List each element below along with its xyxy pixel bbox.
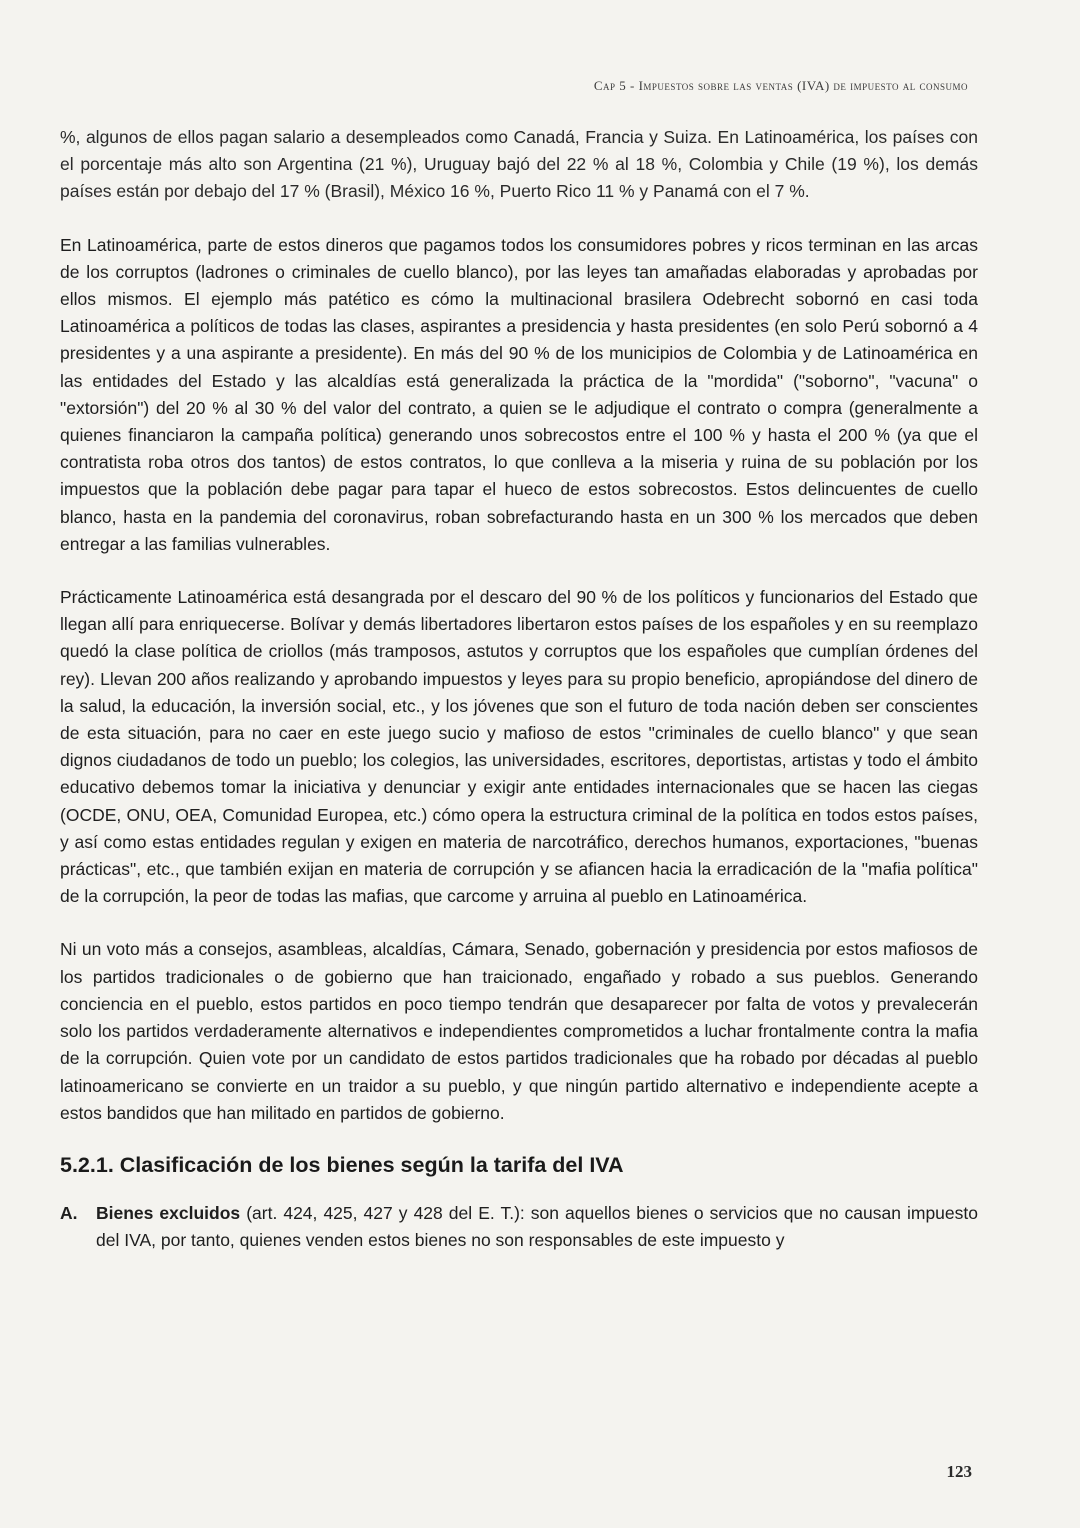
list-item-excluded-goods [60, 1200, 978, 1254]
paragraph-vat-rates: %, algunos de ellos pagan salario a desempleados como Canadá, Francia y Suiza. En Latinoamérica, los países con el porcentaje más alto son Argentina (21 %), Uruguay bajó del 22 % al 18 %, Colombia y Chile (19 %), los demás países están por debajo del 17 % (Brasil), México 16 %, Puerto Rico 11 % y Panamá con el 7 %. [60, 127, 978, 202]
section-heading: 5.2.1. Clasificación de los bienes según la tarifa del IVA [60, 1152, 624, 1177]
list-item-body [96, 1200, 978, 1254]
list-item-text: (art. 424, 425, 427 y 428 del E. T.): son aquellos bienes o servicios que no causan impuesto del IVA, por tanto, quienes venden estos bienes no son responsables de este impuesto y [96, 1202, 978, 1251]
paragraph-corruption: En Latinoamérica, parte de estos dineros que pagamos todos los consumidores pobres y ricos terminan en las arcas de los corruptos (ladrones o criminales de cuello blanco), por las leyes tan amañadas elaboradas y aprobadas por ellos mismos. El ejemplo más patético es cómo la multinacional brasilera Odebrecht sobornó en casi toda Latinoamérica a políticos de todas las clases, aspirantes a presidencia y hasta presidentes (en solo Perú sobornó a 4 presidentes y a una aspirante a presidente). En más del 90 % de los municipios de Colombia y de Latinoamérica en las entidades del Estado y las alcaldías está generalizada la práctica de la "mordida" ("soborno", "vacuna" o "extorsión") del 20 % al 30 % del valor del contrato, a quien se le adjudique el contrato o compra (generalmente a quienes financiaron la campaña política) generando unos sobrecostos entre el 100 % y hasta el 200 % (ya que el contratista roba otros dos tantos) de estos contratos, lo que conlleva a la miseria y ruina de su población por los impuestos que la población debe pagar para tapar el hueco de estos sobrecostos. Estos delincuentes de cuello blanco, hasta en la pandemia del coronavirus, roban sobrefacturando hasta en un 300 % los mercados que deben entregar a las familias vulnerables. [60, 234, 978, 554]
page-number: 123 [946, 1462, 972, 1481]
paragraph-no-vote: Ni un voto más a consejos, asambleas, alcaldías, Cámara, Senado, gobernación y presidencia por estos mafiosos de los partidos tradicionales o de gobierno que han traicionado, engañado y robado a sus pueblos. Generando conciencia en el pueblo, estos partidos en poco tiempo tendrán que desaparecer por falta de votos y prevalecerán solo los partidos verdaderamente alternativos e independientes comprometidos a luchar frontalmente contra la mafia de la corrupción. Quien vote por un candidato de estos partidos tradicionales que ha robado por décadas al pueblo latinoamericano se convierte en un traidor a su pueblo, y que ningún partido alternativo e independiente acepte a estos bandidos que han militado en partidos de gobierno. [60, 939, 978, 1123]
list-marker: A. [60, 1202, 78, 1223]
body-text [60, 124, 978, 1254]
running-head: Cap 5 - Impuestos sobre las ventas (IVA) de impuesto al consumo [593, 78, 968, 93]
paragraph-latin-america: Prácticamente Latinoamérica está desangrada por el descaro del 90 % de los políticos y funcionarios del Estado que llegan allí para enriquecerse. Bolívar y demás libertadores libertaron estos países de los españoles y en su reemplazo quedó la clase política de criollos (más tramposos, astutos y corruptos que los españoles que cumplían órdenes del rey). Llevan 200 años realizando y aprobando impuestos y leyes para su propio beneficio, apropiándose del dinero de la salud, la educación, la inversión social, etc., y los jóvenes que son el futuro de toda nación deben ser conscientes de esta situación, para no caer en este juego sucio y mafioso de estos "criminales de cuello blanco" y que sean dignos ciudadanos de todo un pueblo; los colegios, las universidades, escritores, deportistas, artistas y todo el ámbito educativo debemos tomar la iniciativa y denunciar y exigir ante entidades internacionales que se hacen las ciegas (OCDE, ONU, OEA, Comunidad Europea, etc.) cómo opera la estructura criminal de la política en todos estos países, y así como estas entidades regulan y exigen en materia de narcotráfico, derechos humanos, exportaciones, "buenas prácticas", etc., que también exijan en materia de corrupción y se afiancen hacia la erradicación de la "mafia política" de la corrupción, la peor de todas las mafias, que carcome y arruina al pueblo en Latinoamérica. [60, 587, 978, 907]
term-excluded-goods: Bienes excluidos [96, 1202, 241, 1223]
